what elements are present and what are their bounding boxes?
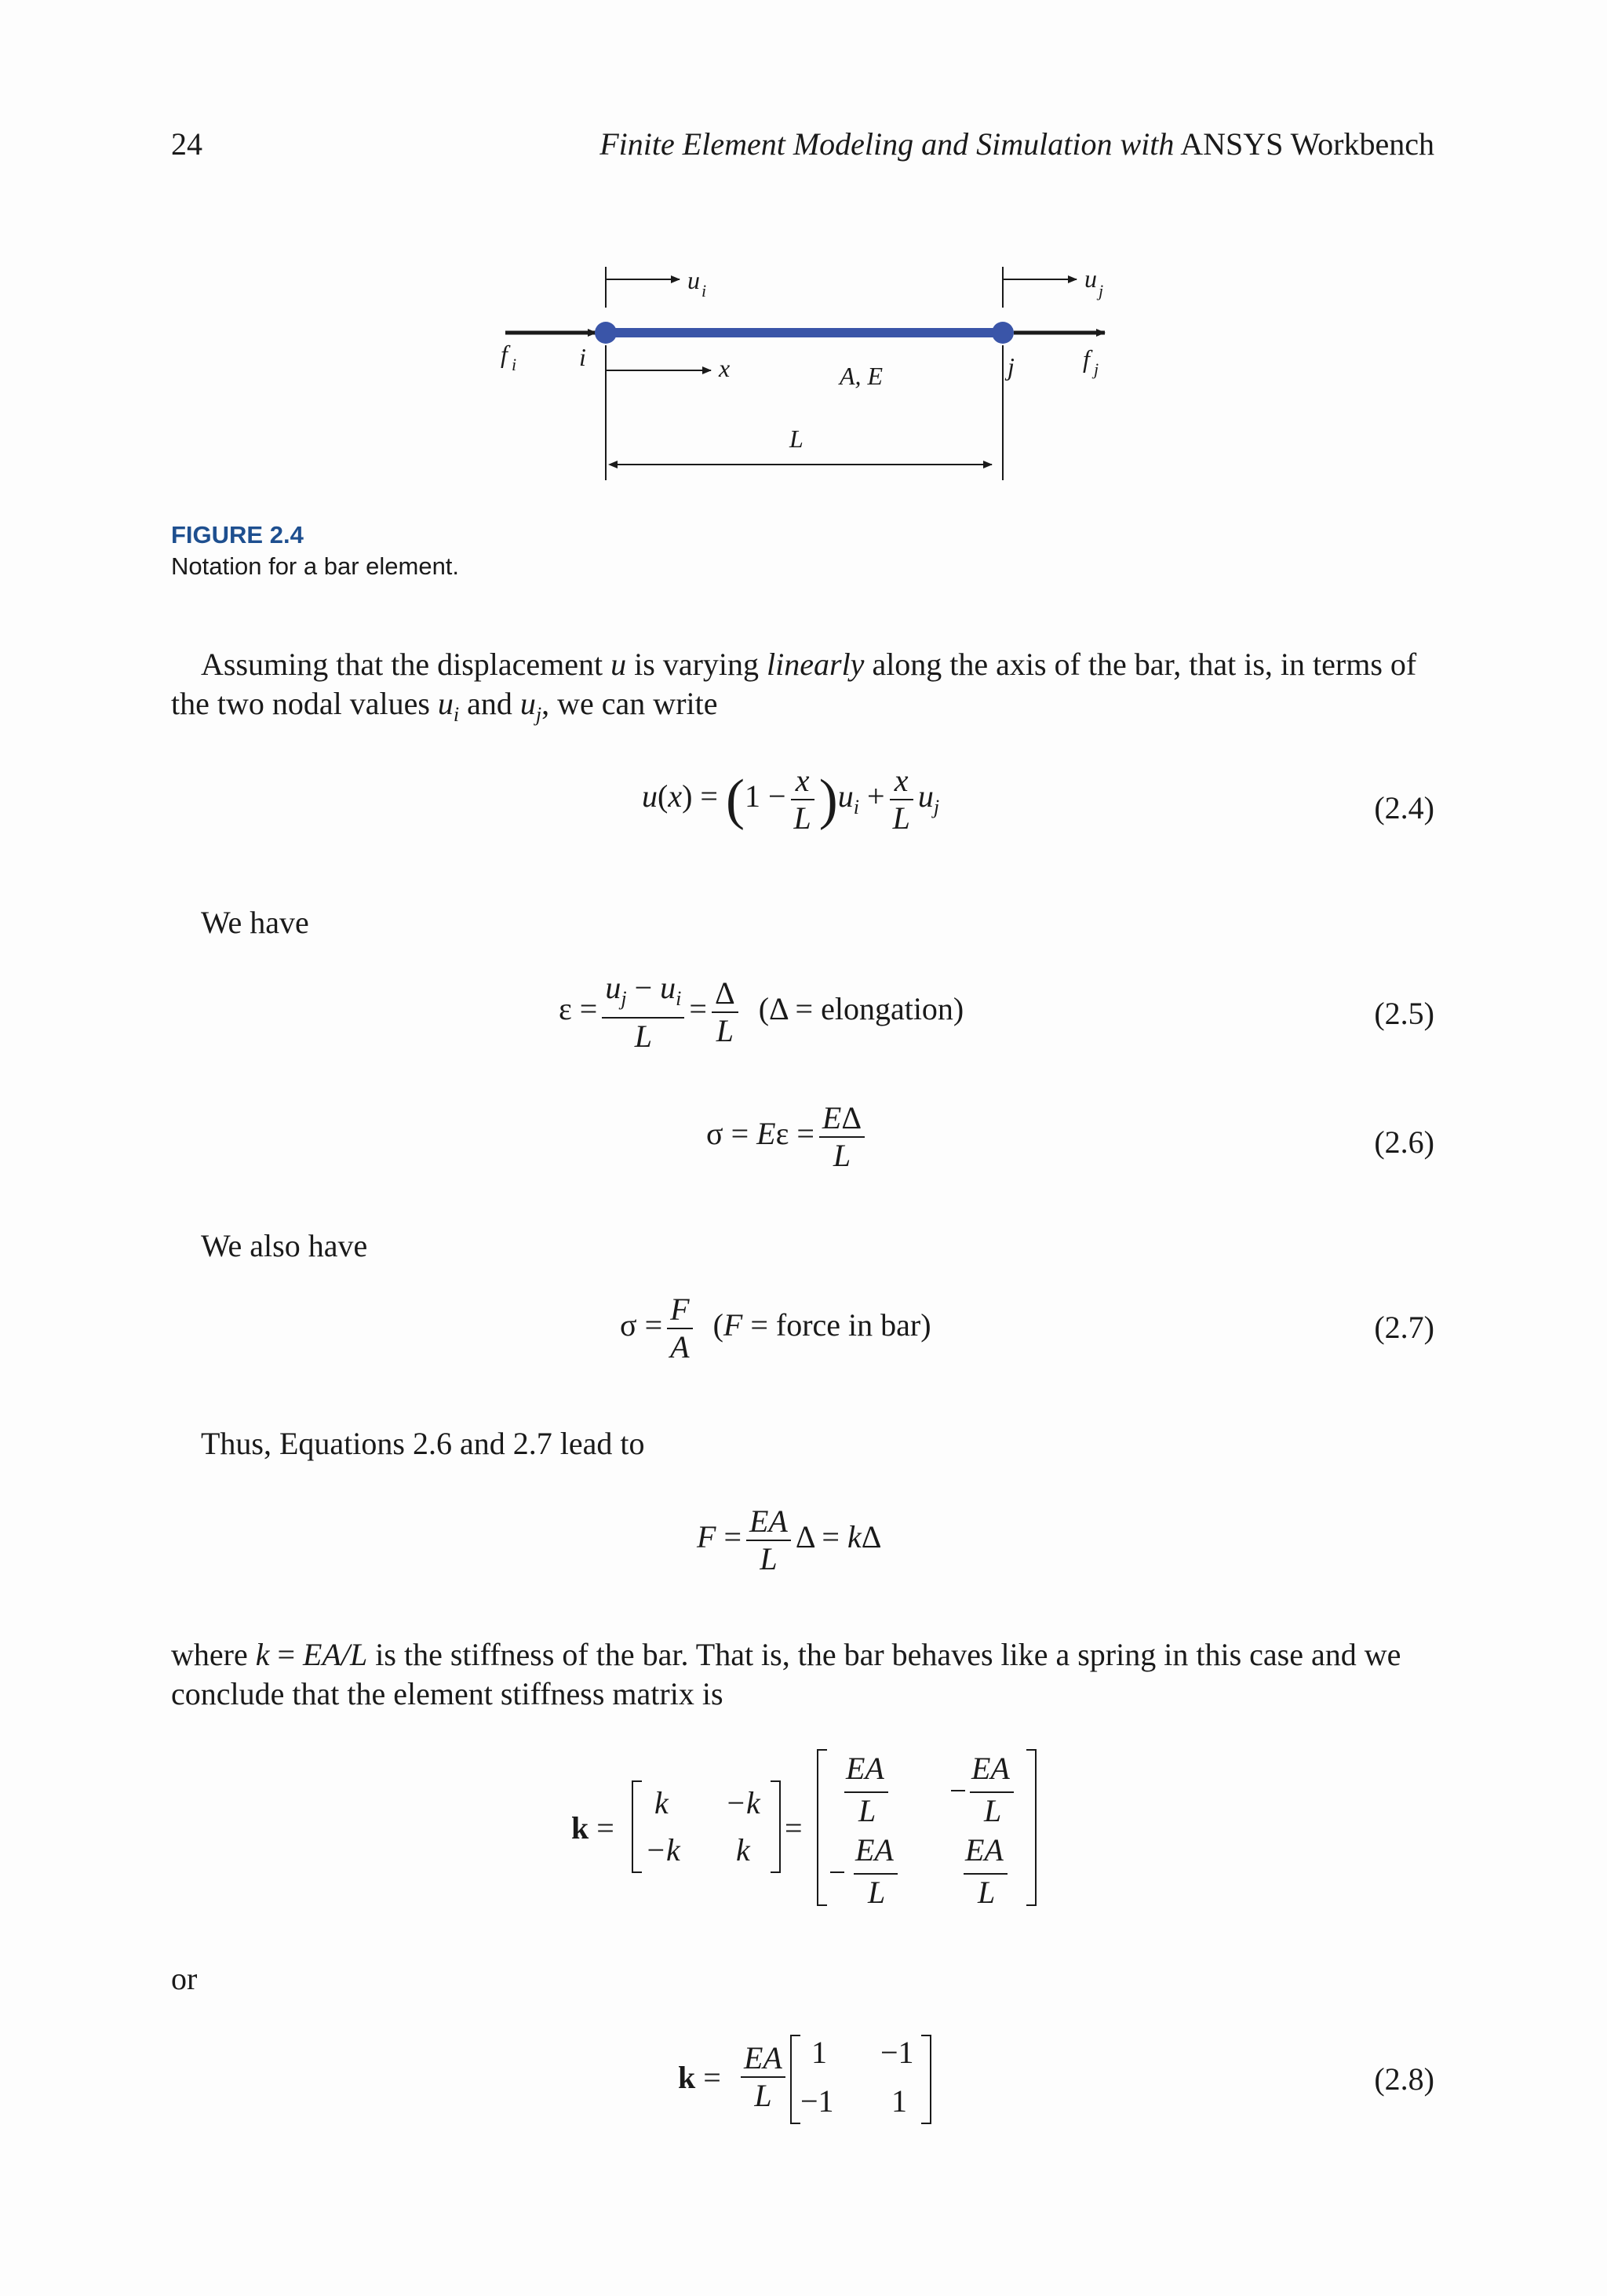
eq-number-2-4: (2.4) (1374, 790, 1434, 825)
equation-2-7: σ = $\frac{F}{A}$ (F = force in bar) (620, 1292, 931, 1365)
we-have: We have (201, 905, 309, 940)
fj-label-sub: j (1094, 359, 1099, 379)
eq27-note: force in bar) (775, 1307, 931, 1343)
ui-label-sub: i (701, 281, 707, 301)
eq-number-2-5: (2.5) (1374, 996, 1434, 1031)
eq25-note: (Δ = elongation) (758, 991, 964, 1027)
we-also-have: We also have (201, 1228, 368, 1263)
paragraph-stiffness: where k = EA/L is the stiffness of the bar. That is, the bar behaves like a spring in this case and we conclude that the element stiffness matrix is (171, 1637, 1401, 1711)
paragraph-displacement: Assuming that the displacement u is varying linearly along the axis of the bar, that is, in terms of the two nodal values $u_i$ and $u_j$, we can write (171, 647, 1417, 726)
uj-label-sub: j (1099, 281, 1104, 301)
node-i-label: i (579, 343, 586, 371)
equation-2-4: u(x) = (1 − $\frac{x}{L}$ )$u_i$ + $\frac{x}{L}$ $u_j$ (642, 763, 940, 836)
running-head-roman: ANSYS Workbench (1180, 126, 1434, 162)
or-text: or (171, 1961, 198, 1996)
fi-label-sub: i (512, 355, 517, 374)
eq-number-2-8: (2.8) (1374, 2061, 1434, 2097)
equation-2-6: σ = Eε = $\frac{E\Delta}{L}$ (706, 1100, 869, 1174)
thus-text: Thus, Equations 2.6 and 2.7 lead to (201, 1426, 645, 1461)
L-label: L (789, 425, 804, 453)
fj-label: f (1083, 344, 1090, 373)
uj-label: u (1084, 264, 1097, 293)
node-j-label: j (1008, 352, 1015, 381)
fi-label: f (501, 340, 508, 368)
page-number: 24 (171, 126, 202, 162)
eq-number-2-6: (2.6) (1374, 1124, 1434, 1160)
node-j (992, 322, 1014, 344)
eq-number-2-7: (2.7) (1374, 1310, 1434, 1345)
ae-label: A, E (840, 362, 884, 390)
figure-label: FIGURE 2.4 (171, 521, 304, 548)
ui-label: u (687, 266, 700, 294)
bar-element-figure (0, 0, 1607, 502)
x-label: x (719, 354, 731, 382)
equation-2-5: ε = $\frac{u_j - u_i}{L}$ = $\frac{\Delta}{L}$ (Δ = elongation) (559, 970, 964, 1054)
figure-caption: Notation for a bar element. (171, 552, 460, 580)
node-i (595, 322, 617, 344)
running-head-italic: Finite Element Modeling and Simulation with (599, 126, 1175, 162)
equation-force: F = $\frac{EA}{L}$ Δ = kΔ (697, 1503, 882, 1576)
